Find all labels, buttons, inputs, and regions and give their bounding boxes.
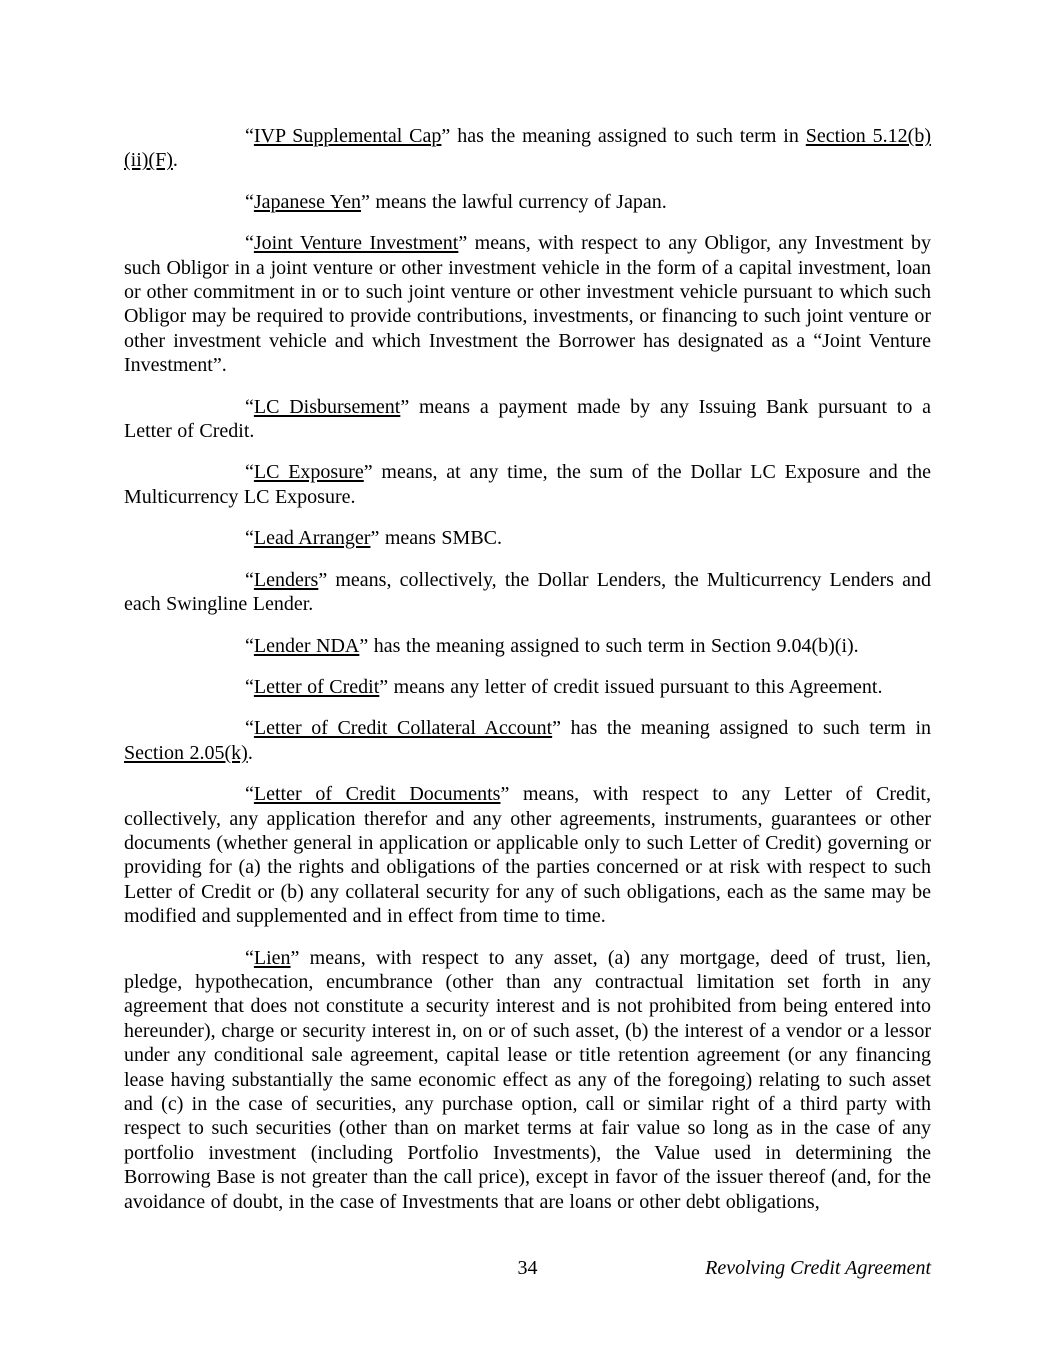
text-run: ” means, at any time, the sum of the Dollar LC Exposure and the Multicurrency LC Exposure. [124, 461, 931, 508]
text-run: “ [245, 395, 254, 418]
definition-paragraph-lien [124, 946, 931, 1214]
text-run: ” means a payment made by any Issuing Bank pursuant to a Letter of Credit. [124, 395, 931, 443]
text-run: ” means the lawful currency of Japan. [361, 190, 667, 213]
defined-term: LC Exposure [253, 461, 364, 484]
definition-paragraph-letter-of-credit-documents [124, 782, 931, 928]
document-body [124, 124, 931, 1231]
defined-term: Lender NDA [253, 634, 360, 657]
text-run: ” means any letter of credit issued pursuant to this Agreement. [379, 675, 883, 698]
definition-paragraph-lenders [124, 568, 931, 617]
page-number: 34 [517, 1257, 538, 1279]
text-run: “ [245, 568, 254, 591]
defined-term: LC Disbursement [253, 395, 401, 418]
text-run: . [172, 149, 178, 172]
text-run: “ [245, 634, 254, 657]
definition-paragraph-letter-of-credit-collateral-account [124, 716, 931, 765]
defined-term: Joint Venture Investment [253, 232, 459, 255]
footer-doc-title: Revolving Credit Agreement [705, 1257, 931, 1279]
defined-term: Letter of Credit Documents [253, 783, 501, 806]
defined-term: Section 5.12(b)(ii)(F) [124, 125, 932, 172]
definition-paragraph-lc-disbursement [124, 395, 931, 444]
text-run: ” has the meaning assigned to such term in [441, 125, 806, 147]
text-run: “ [245, 461, 254, 484]
text-run: ” means, with respect to any Obligor, any Investment by such Obligor in a joint venture or other investment vehicle in the form of a capital investment, loan or other commitment in or to such joint venture or other investment vehicle pursuant to which such Obligor may be required to provide contributions, investments, or financing to such joint venture or other investment vehicle and which Investment the Borrower has designated as a “Joint Venture Investment”. [124, 232, 931, 377]
defined-term: Lien [253, 946, 291, 969]
text-run: “ [245, 783, 254, 806]
defined-term: IVP Supplemental Cap [253, 125, 442, 147]
text-run: “ [245, 125, 254, 147]
text-run: “ [245, 717, 254, 740]
defined-term: Letter of Credit [253, 675, 380, 698]
text-run: “ [245, 232, 254, 255]
definition-paragraph-lead-arranger [124, 526, 931, 550]
text-run: . [247, 741, 253, 764]
text-run: “ [245, 675, 254, 698]
definition-paragraph-joint-venture-investment [124, 231, 931, 377]
text-run: “ [245, 946, 254, 969]
text-run: ” has the meaning assigned to such term in [552, 717, 932, 740]
text-run: ” means, collectively, the Dollar Lenders, the Multicurrency Lenders and each Swingline Lender. [124, 568, 931, 616]
definition-paragraph-japanese-yen [124, 190, 931, 214]
page-footer [124, 1256, 931, 1282]
text-run: ” means, with respect to any asset, (a) any mortgage, deed of trust, lien, pledge, hypothecation, encumbrance (other than any contractual limitation set forth in any agreement that does not constitute a security interest and is not prohibited from being entered into hereunder), charge or security interest in, on or of such asset, (b) the interest of a vendor or a lessor under any conditional sale agreement, capital lease or title retention agreement (or any financing lease having substantially the same economic effect as any of the foregoing) relating to such asset and (c) in the case of securities, any purchase option, call or similar right of a third party with respect to such securities (other than on market terms at fair value so long as in the case of any portfolio investment (including Portfolio Investments), the Value used in determining the Borrowing Base is not greater than the call price), except in favor of the issuer thereof (and, for the avoidance of doubt, in the case of Investments that are loans or other debt obligations, [124, 946, 931, 1213]
text-run: “ [245, 190, 254, 213]
defined-term: Section 2.05(k) [124, 741, 248, 764]
definition-paragraph-lender-nda [124, 634, 931, 658]
text-run: ” has the meaning assigned to such term in Section 9.04(b)(i). [359, 634, 859, 657]
defined-term: Japanese Yen [253, 190, 362, 213]
definition-paragraph-letter-of-credit [124, 675, 931, 699]
defined-term: Lead Arranger [253, 527, 371, 550]
text-run: ” means SMBC. [370, 527, 502, 550]
defined-term: Lenders [253, 568, 319, 591]
definition-paragraph-lc-exposure [124, 460, 931, 509]
text-run: “ [245, 527, 254, 550]
definition-paragraph-ivp-supplemental-cap [124, 124, 931, 173]
defined-term: Letter of Credit Collateral Account [253, 717, 553, 740]
text-run: ” means, with respect to any Letter of Credit, collectively, any application therefor and any other agreements, instruments, guarantees or other documents (whether general in application or applicable only to such Letter of Credit) governing or providing for (a) the rights and obligations of the parties concerned or at risk with respect to such Letter of Credit or (b) any collateral security for any of such obligations, each as the same may be modified and supplemented and in effect from time to time. [124, 783, 931, 928]
